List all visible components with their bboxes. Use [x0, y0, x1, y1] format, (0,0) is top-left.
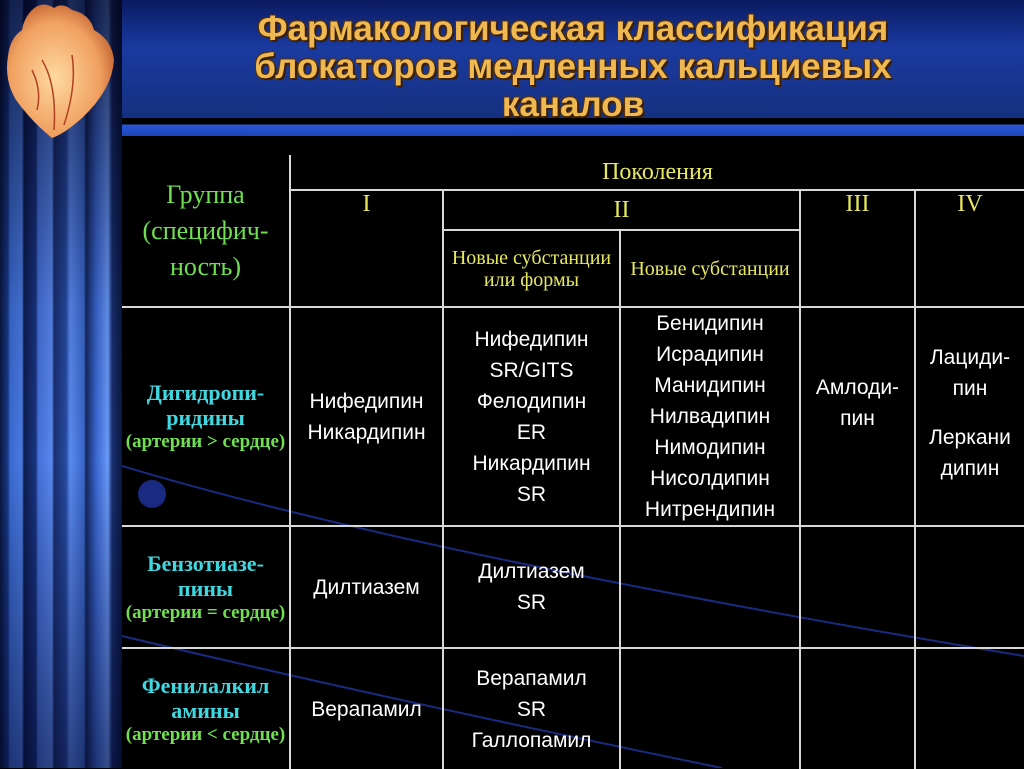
slide-title	[122, 10, 1024, 124]
empty-cell	[620, 526, 800, 648]
group-cell	[122, 648, 290, 769]
drug: Никардипин	[472, 452, 591, 475]
title-line-1: Фармакологическая классификация	[257, 9, 889, 48]
gen2-new-substances-or-forms: Новые субстанции или формы	[443, 230, 620, 307]
drug: Дилтиазем	[478, 560, 585, 583]
drug: SR	[516, 591, 547, 614]
group-note: (артерии = сердце)	[125, 601, 286, 623]
drug: Нифедипин	[309, 389, 424, 413]
generation-I: I	[290, 190, 443, 307]
drug: Леркани	[929, 426, 1011, 449]
group-name: Дигидропи-ридины	[146, 380, 265, 430]
drug: Дилтиазем	[313, 575, 420, 599]
drug: ER	[516, 421, 547, 444]
classification-table	[122, 155, 1024, 769]
drug: Нифедипин	[474, 328, 589, 351]
drug: пин	[840, 407, 875, 430]
empty-cell	[915, 648, 1024, 769]
title-line-3: каналов	[501, 85, 645, 124]
group-cell	[122, 526, 290, 648]
gen1-cell	[290, 307, 443, 526]
drug: Нитрендипин	[644, 498, 776, 521]
group-header-line: Группа	[166, 179, 245, 209]
group-note: (артерии > сердце)	[125, 431, 286, 452]
drug: Амлоди-	[815, 376, 900, 399]
drug: SR	[516, 697, 547, 721]
gen2b-cell	[620, 307, 800, 526]
gen4-cell	[915, 307, 1024, 526]
drug: Нилвадипин	[649, 405, 771, 428]
drug: SR/GITS	[489, 359, 574, 382]
drug: Верапамил	[311, 697, 422, 721]
generation-III: III	[800, 190, 915, 307]
group-header-line: (специфич-	[142, 215, 269, 245]
drug: Нимодипин	[654, 436, 766, 459]
empty-cell	[800, 648, 915, 769]
title-line-2: блокаторов медленных кальциевых	[254, 47, 892, 86]
empty-cell	[620, 648, 800, 769]
drug: дипин	[940, 457, 1000, 480]
table-row	[122, 307, 1024, 526]
drug: Нисолдипин	[650, 467, 770, 490]
drug: Галлопамил	[471, 728, 592, 752]
gen1-cell	[290, 648, 443, 769]
heart-image	[2, 0, 120, 140]
generations-header: Поколения	[290, 155, 1024, 190]
gen1-cell	[290, 526, 443, 648]
table-row	[122, 648, 1024, 769]
group-name: Бензотиазе-пины	[147, 550, 264, 601]
empty-cell	[915, 526, 1024, 648]
group-header-line: ность)	[170, 251, 241, 281]
drug: пин	[952, 377, 988, 400]
gen2a-cell	[443, 648, 620, 769]
drug: Никардипин	[307, 420, 426, 444]
drug: Верапамил	[476, 666, 587, 690]
drug: SR	[516, 483, 547, 506]
gen2a-cell	[443, 307, 620, 526]
gen3-cell	[800, 307, 915, 526]
group-header	[122, 155, 290, 307]
drug: Лациди-	[929, 346, 1011, 369]
drug: Бенидипин	[656, 312, 764, 335]
gen2a-cell	[443, 526, 620, 648]
drug: Фелодипин	[476, 390, 587, 413]
group-cell	[122, 307, 290, 526]
group-note: (артерии < сердце)	[125, 723, 286, 745]
gen2-new-substances: Новые субстанции	[620, 230, 800, 307]
table-row	[122, 526, 1024, 648]
generation-II: II	[443, 190, 800, 230]
empty-cell	[800, 526, 915, 648]
generation-IV: IV	[915, 190, 1024, 307]
drug: Манидипин	[654, 374, 766, 397]
drug: Исрадипин	[656, 343, 764, 366]
group-name: Фенилалкил амины	[141, 672, 270, 723]
